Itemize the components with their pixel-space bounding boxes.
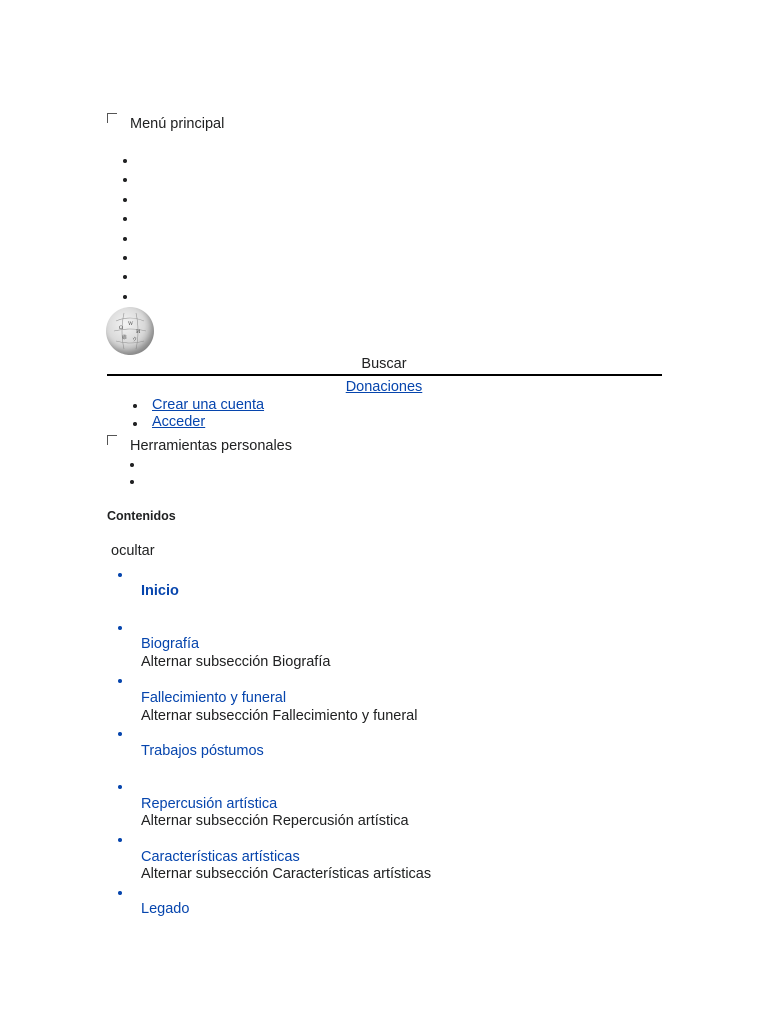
list-bullet [133, 422, 137, 426]
search-divider [107, 374, 662, 376]
list-item [123, 237, 127, 241]
toc-toggle-caracteristicas[interactable]: Alternar subsección Características artísticas [141, 866, 432, 882]
toc-bullet [118, 573, 122, 577]
main-menu-checkbox[interactable] [107, 113, 117, 123]
toc-bullet [118, 732, 122, 736]
list-item [123, 256, 127, 260]
toc-toggle-repercusion[interactable]: Alternar subsección Repercusión artística [141, 813, 409, 829]
login-link[interactable]: Acceder [152, 414, 206, 430]
toc-toggle-fallecimiento[interactable]: Alternar subsección Fallecimiento y funeral [141, 708, 418, 724]
personal-tools-label[interactable]: Herramientas personales [130, 438, 292, 454]
toc-title: Contenidos [107, 509, 176, 523]
toc-item-biografia[interactable]: Biografía [141, 636, 200, 652]
list-item [123, 159, 127, 163]
toc-bullet [118, 785, 122, 789]
svg-text:W: W [128, 321, 134, 327]
donate-link[interactable]: Donaciones [345, 379, 423, 395]
personal-tools-checkbox[interactable] [107, 435, 117, 445]
search-label[interactable]: Buscar [361, 356, 407, 372]
svg-text:維: 維 [122, 335, 128, 341]
list-item [123, 275, 127, 279]
wikipedia-globe-icon[interactable] [106, 307, 154, 355]
list-item [123, 178, 127, 182]
create-account-link[interactable]: Crear una cuenta [152, 397, 265, 413]
list-bullet [133, 404, 137, 408]
donate-row [0, 379, 768, 395]
toc-bullet [118, 679, 122, 683]
toc-hide-button[interactable]: ocultar [111, 543, 155, 559]
toc-item-repercusion[interactable]: Repercusión artística [141, 796, 278, 812]
list-item [130, 463, 134, 467]
toc-bullet [118, 891, 122, 895]
toc-item-trabajos-postumos[interactable]: Trabajos póstumos [141, 743, 264, 759]
svg-text:Ω: Ω [119, 325, 124, 331]
toc-item-legado[interactable]: Legado [141, 901, 190, 917]
list-item [123, 198, 127, 202]
toc-bullet [118, 838, 122, 842]
list-item [130, 480, 134, 484]
svg-text:ウ: ウ [132, 337, 138, 343]
toc-bullet [118, 626, 122, 630]
globe-puzzle-icon [106, 307, 154, 355]
main-menu-label[interactable]: Menú principal [130, 116, 225, 132]
svg-text:И: И [136, 329, 141, 335]
toc-item-inicio[interactable]: Inicio [141, 583, 179, 599]
toc-toggle-biografia[interactable]: Alternar subsección Biografía [141, 654, 331, 670]
list-item [123, 217, 127, 221]
toc-item-caracteristicas[interactable]: Características artísticas [141, 849, 300, 865]
toc-item-fallecimiento[interactable]: Fallecimiento y funeral [141, 690, 287, 706]
list-item [123, 295, 127, 299]
